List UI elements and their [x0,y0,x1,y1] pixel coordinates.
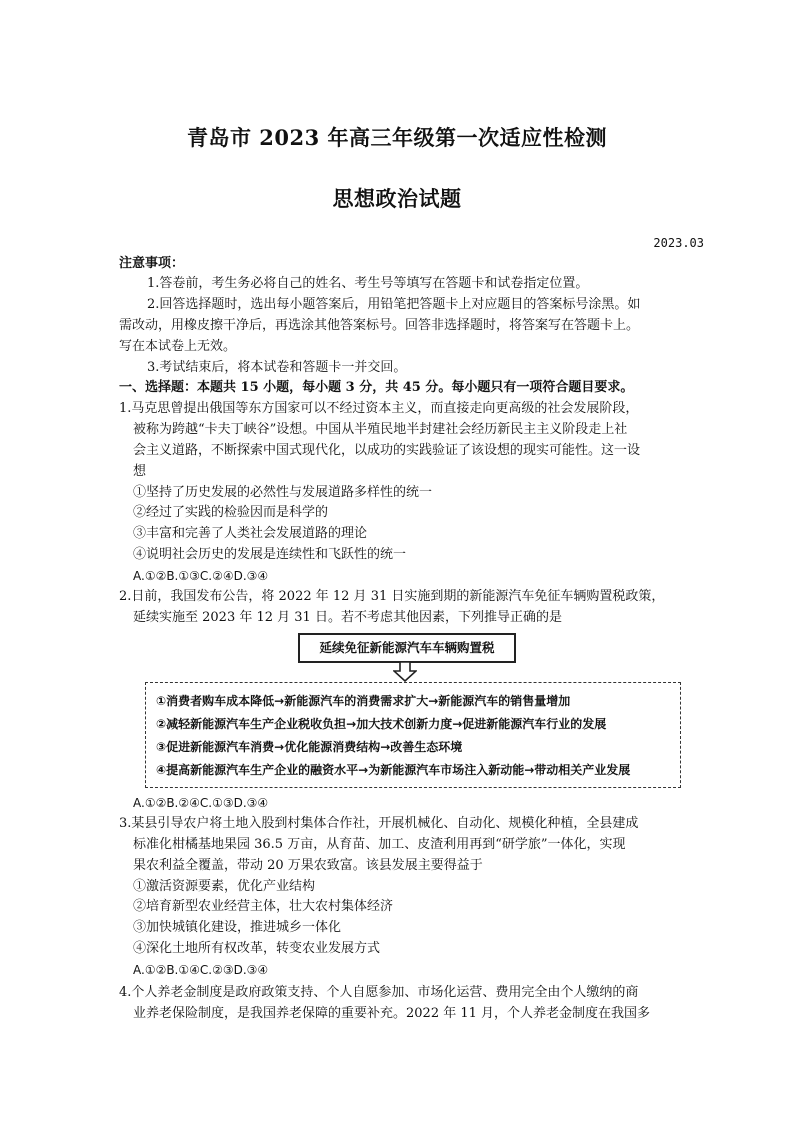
q3-option-2: ②培育新型农业经营主体，壮大农村集体经济 [133,899,394,914]
down-arrow-icon [393,662,417,682]
q1-stem-line-4: 想 [133,464,147,479]
q2-stem-line-1: 2.日前，我国发布公告，将 2022 年 12 月 31 日实施到期的新能源汽车免征车辆购置税政策， [119,589,665,604]
q2-chain-2: ②减轻新能源汽车生产企业税收负担→加大技术创新力度→促进新能源汽车行业的发展 [156,717,607,731]
section-heading: 一、选择题：本题共 15 小题，每小题 3 分，共 45 分。每小题只有一项符合题目要求。 [119,380,634,395]
q2-chain-1: ①消费者购车成本降低→新能源汽车的消费需求扩大→新能源汽车的销售量增加 [156,694,571,708]
notice-heading: 注意事项： [119,256,185,271]
q1-option-1: ①坚持了历史发展的必然性与发展道路多样性的统一 [133,485,433,500]
q1-option-4: ④说明社会历史的发展是连续性和飞跃性的统一 [133,547,407,562]
notice-item-2-line-3: 写在本试卷上无效。 [119,339,237,354]
q1-stem-line-3: 会主义道路，不断探索中国式现代化，以成功的实践验证了该设想的现实可能性。这一设 [133,443,641,458]
exam-title: 青岛市 2023 年高三年级第一次适应性检测 [186,125,608,150]
q3-option-3: ③加快城镇化建设，推进城乡一体化 [133,920,342,935]
notice-item-2-line-1: 2.回答选择题时，选出每小题答案后，用铅笔把答题卡上对应题目的答案标号涂黑。如 [147,297,641,312]
q1-stem-line-2: 被称为跨越“卡夫丁峡谷”设想。中国从半殖民地半封建社会经历新民主主义阶段走上社 [133,422,628,437]
q3-stem-line-3: 果农利益全覆盖，带动 20 万果农致富。该县发展主要得益于 [133,858,483,873]
q2-chain-4: ④提高新能源汽车生产企业的融资水平→为新能源汽车市场注入新动能→带动相关产业发展 [156,763,631,777]
q1-option-2: ②经过了实践的检验因而是科学的 [133,505,329,520]
q4-stem-line-2: 业养老保险制度，是我国养老保障的重要补充。2022 年 11 月，个人养老金制度在我国多 [133,1006,651,1021]
q2-chain-3: ③促进新能源汽车消费→优化能源消费结构→改善生态环境 [156,740,463,754]
q2-answers: A.①②B.②④C.①③D.③④ [133,796,269,810]
q2-stem-line-2: 延续实施至 2023 年 12 月 31 日。若不考虑其他因素，下列推导正确的是 [133,610,562,625]
q3-option-4: ④深化土地所有权改革，转变农业发展方式 [133,941,381,956]
q4-stem-line-1: 4.个人养老金制度是政府政策支持、个人自愿参加、市场化运营、费用完全由个人缴纳的商 [119,985,639,1000]
q1-stem-line-1: 1.马克思曾提出俄国等东方国家可以不经过资本主义，而直接走向更高级的社会发展阶段， [119,401,639,416]
q1-option-3: ③丰富和完善了人类社会发展道路的理论 [133,526,368,541]
exam-subtitle: 思想政治试题 [332,186,462,211]
q1-answers: A.①②B.①③C.②④D.③④ [133,569,269,583]
notice-item-1: 1.答卷前，考生务必将自己的姓名、考生号等填写在答题卡和试卷指定位置。 [147,276,589,291]
q3-stem-line-1: 3.某县引导农户将土地入股到村集体合作社，开展机械化、自动化、规模化种植，全县建成 [119,816,639,831]
notice-item-2-line-2: 需改动，用橡皮擦干净后，再选涂其他答案标号。回答非选择题时，将答案写在答题卡上。 [119,318,640,333]
q3-option-1: ①激活资源要素，优化产业结构 [133,879,316,894]
exam-date: 2023.03 [653,236,704,250]
notice-item-3: 3.考试结束后，将本试卷和答题卡一并交回。 [147,360,407,375]
q2-policy-box: 延续免征新能源汽车车辆购置税 [298,633,516,663]
q3-answers: A.①②B.①④C.②③D.③④ [133,963,269,977]
q3-stem-line-2: 标准化柑橘基地果园 36.5 万亩，从育苗、加工、皮渣利用再到“研学旅”一体化，实现 [133,837,626,852]
